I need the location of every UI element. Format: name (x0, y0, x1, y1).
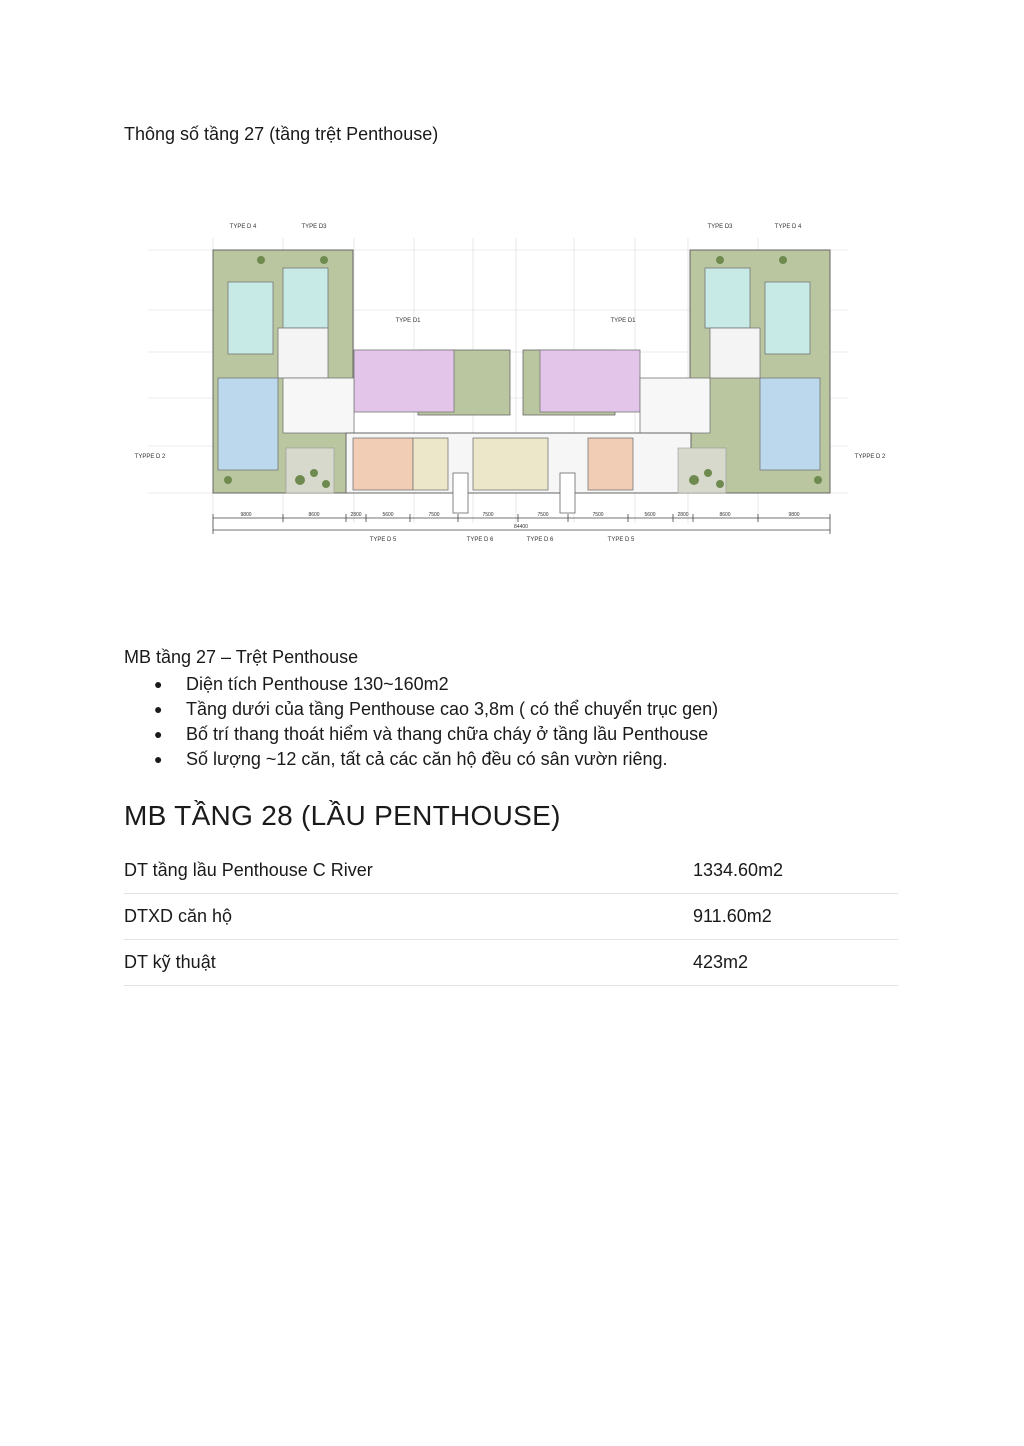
floor-plan-drawing (128, 218, 886, 564)
dimension-label: 7500 (537, 512, 549, 518)
row-value: 1334.60m2 (693, 848, 898, 894)
section-27-bullet-list (124, 672, 718, 772)
row-label: DTXD căn hộ (124, 894, 693, 940)
unit-label-d1-left: TYPE D1 (395, 318, 421, 324)
intro-text: Thông số tầng 27 (tầng trệt Penthouse) (124, 124, 439, 144)
unit-label-d4-left: TYPE D 4 (229, 224, 257, 230)
bullet-icon: ● (154, 701, 163, 717)
list-item (124, 747, 718, 772)
table-row (124, 940, 898, 986)
dimension-label: 2800 (350, 512, 362, 518)
unit-label-d3-right: TYPE D3 (707, 224, 733, 230)
table-row (124, 848, 898, 894)
row-value: 911.60m2 (693, 894, 898, 940)
dimension-label: 8600 (308, 512, 320, 518)
unit-label-d1-right: TYPE D1 (610, 318, 636, 324)
unit-label-d6-left: TYPE D 6 (466, 537, 494, 543)
dimension-label: 5600 (644, 512, 656, 518)
bullet-icon: ● (154, 751, 163, 767)
section-28-heading: MB TẦNG 28 (LẦU PENTHOUSE) (124, 800, 561, 831)
dimension-label: 7500 (592, 512, 604, 518)
total-dimension-label: 84400 (514, 524, 528, 530)
unit-label-d3-left: TYPE D3 (301, 224, 327, 230)
unit-label-d5-left: TYPE D 5 (369, 537, 397, 543)
list-item (124, 672, 718, 697)
dimension-label: 9800 (240, 512, 252, 518)
row-label: DT tầng lầu Penthouse C River (124, 848, 693, 894)
area-spec-table (124, 848, 898, 986)
floor-plan-image (128, 218, 886, 564)
bullet-icon: ● (154, 726, 163, 742)
unit-label-d2-left: TYPPE D 2 (134, 454, 166, 460)
unit-label-d4-right: TYPE D 4 (774, 224, 802, 230)
list-item-text: Số lượng ~12 căn, tất cả các căn hộ đều có sân vườn riêng. (186, 749, 668, 769)
row-label: DT kỹ thuật (124, 940, 693, 986)
dimension-label: 9800 (788, 512, 800, 518)
list-item (124, 697, 718, 722)
dimension-label: 7500 (428, 512, 440, 518)
dimension-label: 7500 (482, 512, 494, 518)
unit-label-d6-right: TYPE D 6 (526, 537, 554, 543)
row-value: 423m2 (693, 940, 898, 986)
section-27-heading: MB tầng 27 – Trệt Penthouse (124, 647, 359, 667)
unit-label-d2-right: TYPPE D 2 (854, 454, 886, 460)
bullet-icon: ● (154, 676, 163, 692)
list-item-text: Tầng dưới của tầng Penthouse cao 3,8m ( có thể chuyển trục gen) (186, 699, 719, 719)
list-item-text: Diện tích Penthouse 130~160m2 (186, 674, 449, 694)
dimension-label: 5600 (382, 512, 394, 518)
unit-label-d5-right: TYPE D 5 (607, 537, 635, 543)
table-row (124, 894, 898, 940)
dimension-label: 8600 (719, 512, 731, 518)
list-item (124, 722, 718, 747)
dimension-label: 2800 (677, 512, 689, 518)
list-item-text: Bố trí thang thoát hiểm và thang chữa cháy ở tầng lầu Penthouse (186, 724, 709, 744)
